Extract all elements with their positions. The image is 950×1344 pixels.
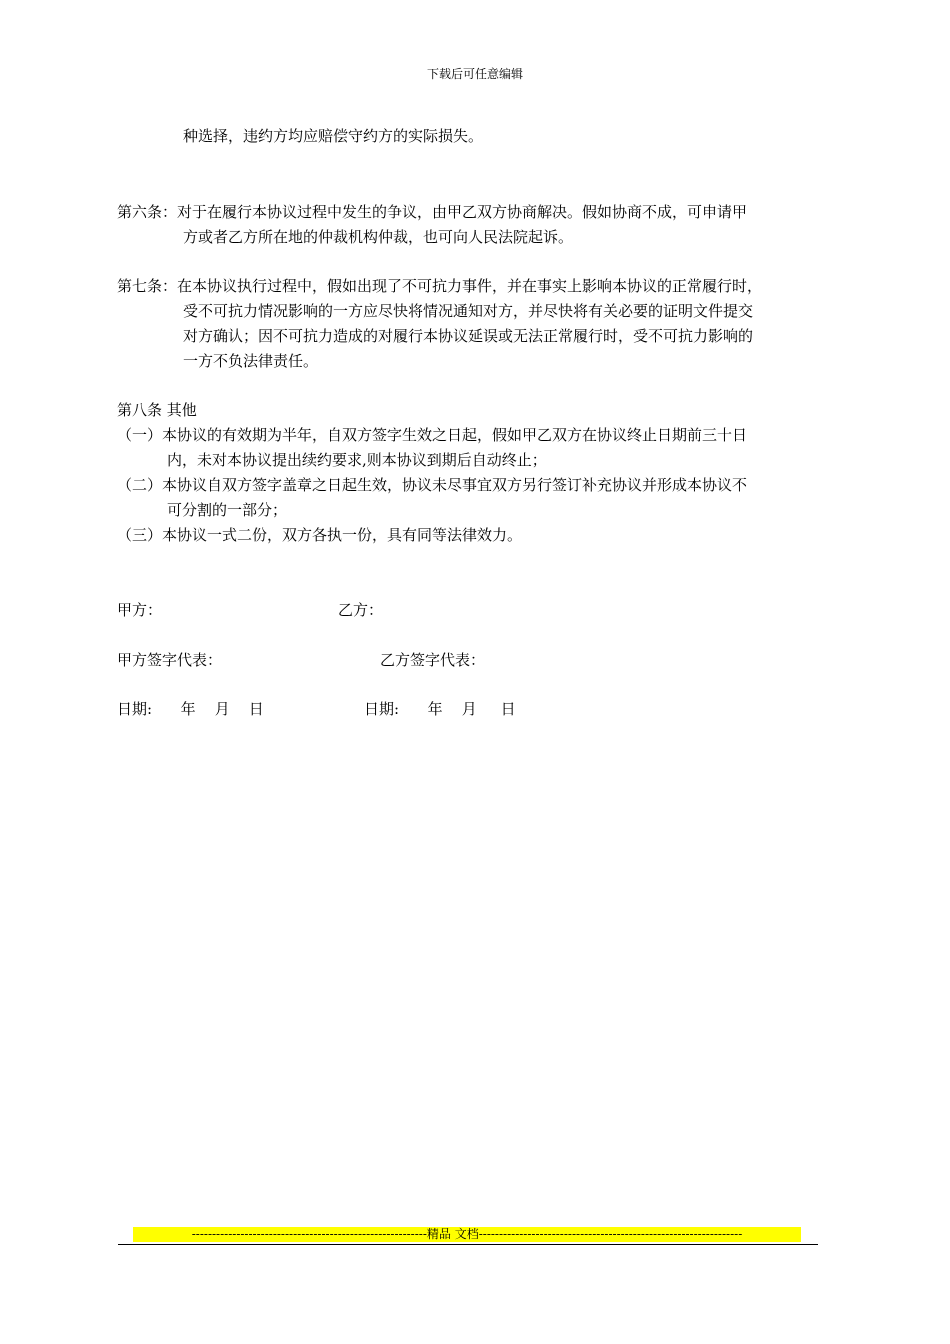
clause-8-item-2-line-2: 可分割的一部分； <box>167 501 288 519</box>
clause-5-tail: 种选择，违约方均应赔偿守约方的实际损失。 <box>183 127 484 145</box>
clause-6-line-2: 方或者乙方所在地的仲裁机构仲裁，也可向人民法院起诉。 <box>183 228 574 246</box>
clause-8-item-2-line-1: （二）本协议自双方签字盖章之日起生效，协议未尽事宜双方另行签订补充协议并形成本协议不 <box>117 476 748 494</box>
party-a-date: 日期: 年 月 日 <box>117 700 264 718</box>
party-b-label: 乙方： <box>338 601 384 619</box>
clause-7-line-3: 对方确认；因不可抗力造成的对履行本协议延误或无法正常履行时，受不可抗力影响的 <box>183 327 754 345</box>
clause-6-line-1: 第六条：对于在履行本协议过程中发生的争议，由甲乙双方协商解决。假如协商不成，可申请甲 <box>117 203 748 221</box>
header-note: 下载后可任意编辑 <box>426 67 523 81</box>
footer-banner: ----------------------------------------------------------精品 文档----------------------------------------------------------------- <box>133 1227 801 1242</box>
clause-8-heading: 第八条 其他 <box>117 401 197 419</box>
clause-8-item-3: （三）本协议一式二份，双方各执一份，具有同等法律效力。 <box>117 526 523 544</box>
clause-7-line-4: 一方不负法律责任。 <box>183 352 319 370</box>
party-b-date: 日期: 年 月 日 <box>364 700 516 718</box>
party-a-label: 甲方： <box>117 601 163 619</box>
clause-7-line-2: 受不可抗力情况影响的一方应尽快将情况通知对方，并尽快将有关必要的证明文件提交 <box>183 302 754 320</box>
clause-7-line-1: 第七条：在本协议执行过程中，假如出现了不可抗力事件，并在事实上影响本协议的正常履行时， <box>117 277 763 295</box>
party-a-rep-label: 甲方签字代表： <box>117 651 223 669</box>
footer-rule <box>118 1244 818 1245</box>
party-b-rep-label: 乙方签字代表： <box>380 651 486 669</box>
clause-8-item-1-line-1: （一）本协议的有效期为半年，自双方签字生效之日起，假如甲乙双方在协议终止日期前三十日 <box>117 426 748 444</box>
clause-8-item-1-line-2: 内，未对本协议提出续约要求,则本协议到期后自动终止； <box>167 451 547 469</box>
